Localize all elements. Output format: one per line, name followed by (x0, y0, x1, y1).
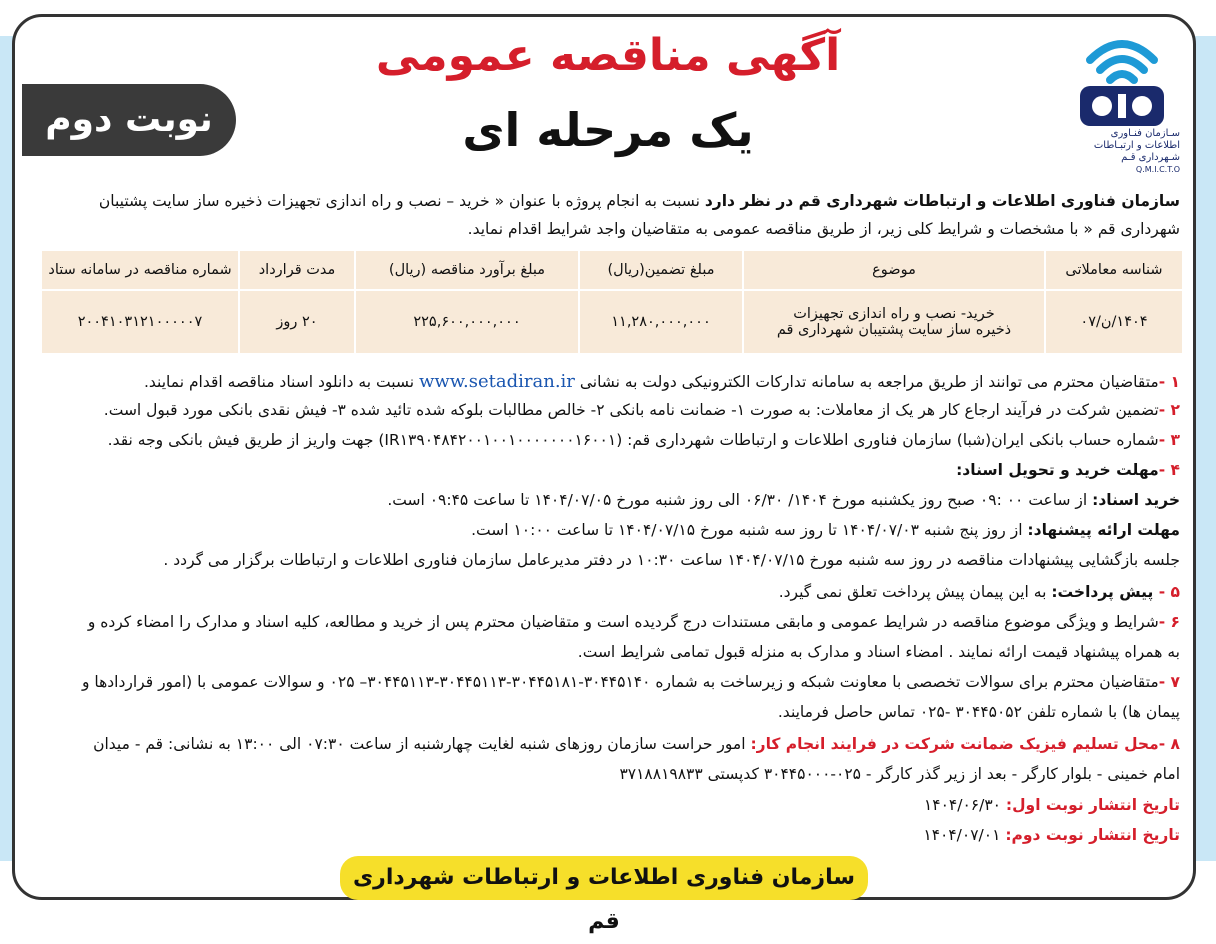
publish-first: تاریخ انتشار نوبت اول: ۱۴۰۴/۰۶/۳۰ (923, 796, 1180, 814)
header-cell-id: شناسه معاملاتی (1046, 251, 1182, 289)
item-4-title: ۴ -مهلت خرید و تحویل اسناد: (956, 461, 1180, 479)
cell-setad: ۲۰۰۴۱۰۳۱۲۱۰۰۰۰۰۷ (42, 291, 238, 353)
item-3: ۳ -شماره حساب بانکی ایران(شبا) سازمان فناوری اطلاعات و ارتباطات شهرداری قم: (IR۱۳۹۰۴۸۴۲۰۰۱۰۰۱۰۰۰۰۰۰۰۱۶۰۰۱) جهت واریز از طریق فیش بانکی وجه نقد. (107, 431, 1180, 449)
cell-duration: ۲۰ روز (240, 291, 354, 353)
item-7-line-2: پیمان ها) با شماره تلفن ۳۰۴۴۵۰۵۲ -۰۲۵ تماس حاصل فرمایند. (777, 703, 1180, 721)
item-7-line-1: ۷ -متقاضیان محترم برای سوالات تخصصی با معاونت شبکه و زیرساخت به شماره ۳۰۴۴۵۱۴۰-۳۰۴۴۵۱۸۱-۳۰۴۴۵۱۱۳-۳۰۴۴۵۱۱۳– ۰۲۵ و سوالات عمومی با (امور قراردادها و (81, 673, 1180, 691)
right-side-band (1194, 36, 1216, 861)
item-8-line-2: امام خمینی - بلوار کارگر - بعد از زیر گذر کارگر - ۰۲۵-۳۰۴۴۵۰۰۰ کدپستی ۳۷۱۸۸۱۹۸۳۳ (619, 765, 1180, 783)
header-cell-guarantee: مبلغ تضمین(ریال) (580, 251, 742, 289)
logo-caption: سـازمان فنـاوری اطلاعات و ارتبـاطات شـهرداری قـم Q.M.I.C.T.O (1093, 128, 1180, 174)
cell-id: ۱۴۰۴/ن/۰۷ (1046, 291, 1182, 353)
cell-estimate: ۲۲۵,۶۰۰,۰۰۰,۰۰۰ (356, 291, 578, 353)
tender-table (40, 249, 1184, 355)
cell-guarantee: ۱۱,۲۸۰,۰۰۰,۰۰۰ (580, 291, 742, 353)
round-badge: نوبت دوم (22, 84, 236, 156)
publish-second: تاریخ انتشار نوبت دوم: ۱۴۰۴/۰۷/۰۱ (923, 826, 1180, 844)
submission-deadline: مهلت ارائه پیشنهاد: از روز پنج شنبه ۱۴۰۴/۰۷/۰۳ تا روز سه شنبه مورخ ۱۴۰۴/۰۷/۱۵ تا ساعت ۱۰:۰۰ است. (471, 521, 1180, 539)
header-cell-setad: شماره مناقصه در سامانه ستاد (42, 251, 238, 289)
intro-line-2: شهرداری قم « با مشخصات و شرایط کلی زیر، از طریق مناقصه عمومی به متقاضیان واجد شرایط اقدام نماید. (467, 220, 1180, 238)
header-cell-subject: موضوع (744, 251, 1044, 289)
cell-subject: خرید- نصب و راه اندازی تجهیزات ذخیره ساز سایت پشتیبان شهرداری قم (744, 291, 1044, 353)
footer-org-banner: سازمان فناوری اطلاعات و ارتباطات شهرداری قم (340, 856, 868, 900)
opening-session: جلسه بازگشایی پیشنهادات مناقصه در روز سه شنبه مورخ ۱۴۰۴/۰۷/۱۵ ساعت ۱۰:۳۰ در دفتر مدیرعامل سازمان فناوری اطلاعات و ارتباطات برگزار می گردد . (163, 551, 1180, 569)
setadiran-link[interactable]: www.setadiran.ir (418, 371, 575, 392)
header-cell-estimate: مبلغ برآورد مناقصه (ریال) (356, 251, 578, 289)
item-6-line-2: به همراه پیشنهاد قیمت ارائه نمایند . امضاء اسناد و مدارک به منزله قبول تمامی شرایط است. (577, 643, 1180, 661)
intro-line-1: سازمان فناوری اطلاعات و ارتباطات شهرداری قم در نظر دارد نسبت به انجام پروژه با عنوان « خرید – نصب و راه اندازی تجهیزات ذخیره ساز سایت پشتیبان (98, 192, 1180, 210)
item-2: ۲ -تضمین شرکت در فرآیند ارجاع کار هر یک از معاملات: به صورت ۱- ضمانت نامه بانکی ۲- خالص مطالبات بلوکه شده تائید شده ۳- فیش نقدی بانکی مورد قبول است. (103, 401, 1180, 419)
title-one-stage: یک مرحله ای (462, 103, 754, 157)
item-8-line-1: ۸ -محل تسلیم فیزیک ضمانت شرکت در فرایند انجام کار: امور حراست سازمان روزهای شنبه لغایت چهارشنبه از ساعت ۰۷:۳۰ الی ۱۳:۰۰ به نشانی: قم - میدان (93, 735, 1180, 753)
item-5: ۵ - پیش پرداخت: به این پیمان پیش پرداخت تعلق نمی گیرد. (778, 583, 1180, 601)
header-cell-duration: مدت قرارداد (240, 251, 354, 289)
item-6-line-1: ۶ -شرایط و ویژگی موضوع مناقصه در شرایط عمومی و مابقی مستندات درج گردیده است و متقاضیان محترم پس از خرید و مطالعه، کلیه اسناد و مدارک را امضاء کرده و (87, 613, 1180, 631)
table-row (42, 291, 1182, 353)
item-1: ۱ -متقاضیان محترم می توانند از طریق مراجعه به سامانه تدارکات الکترونیکی دولت به نشانی www.setadiran.ir نسبت به دانلود اسناد مناقصه اقدام نمایند. (143, 371, 1180, 392)
table-header-row (42, 251, 1182, 289)
buy-documents: خرید اسناد: از ساعت ۰۰ :۰۹ صبح روز یکشنبه مورخ ۱۴۰۴/ ۰۶/۳۰ الی روز شنبه مورخ ۱۴۰۴/۰۷/۰۵ تا ساعت ۰۹:۴۵ است. (387, 491, 1180, 509)
title-public-tender: آگهی مناقصه عمومی (375, 30, 841, 81)
